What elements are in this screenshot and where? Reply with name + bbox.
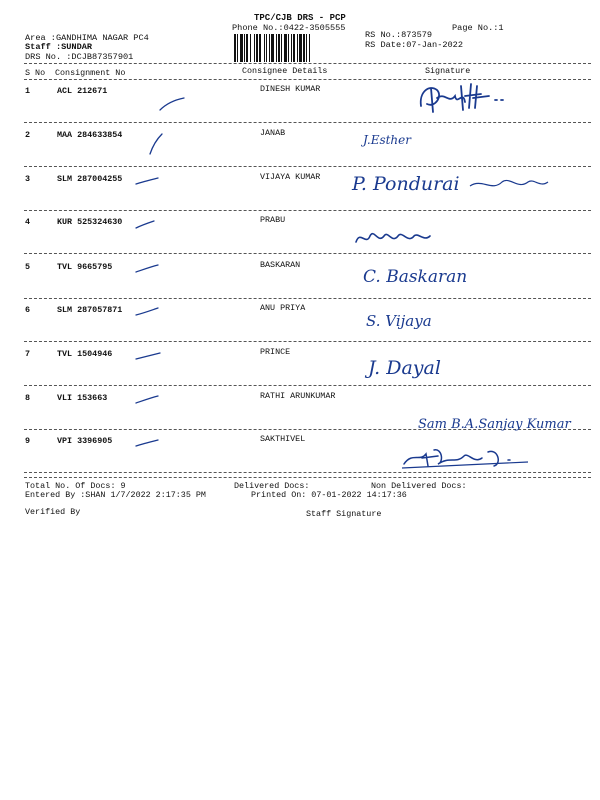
row-consignee-name: ANU PRIYA <box>260 303 306 313</box>
row-check-mark <box>136 438 166 462</box>
row-consignment-no: MAA 284633854 <box>57 130 123 140</box>
row-consignment-no: VPI 3396905 <box>57 436 113 446</box>
column-consignment: Consignment No <box>55 68 126 78</box>
row-consignee-name: RATHI ARUNKUMAR <box>260 391 336 401</box>
area-label: Area :GANDHIMA NAGAR PC4 <box>25 33 149 43</box>
row-sno: 6 <box>25 305 31 315</box>
row-sno: 4 <box>25 217 31 227</box>
rs-date: RS Date:07-Jan-2022 <box>365 40 463 50</box>
row-check-mark <box>160 98 190 122</box>
row-separator <box>24 385 591 386</box>
row-sno: 8 <box>25 393 31 403</box>
row-consignment-no: SLM 287057871 <box>57 305 123 315</box>
row-separator <box>24 298 591 299</box>
staff-signature: Staff Signature <box>306 509 382 519</box>
barcode-image <box>232 34 354 62</box>
delivered-docs: Delivered Docs: <box>234 481 310 491</box>
signature-row-3 <box>352 162 562 202</box>
row-check-mark <box>136 264 166 288</box>
row-consignee-name: JANAB <box>260 128 286 138</box>
row-sno: 2 <box>25 130 31 140</box>
signature-row-5 <box>363 258 523 290</box>
row-consignment-no: VLI 153663 <box>57 393 108 403</box>
row-consignment-no: KUR 525324630 <box>57 217 123 227</box>
row-check-mark <box>136 176 166 200</box>
row-check-mark <box>136 307 166 331</box>
column-consignee: Consignee Details <box>242 66 328 76</box>
row-separator <box>24 122 591 123</box>
row-sno: 7 <box>25 349 31 359</box>
signature-text-3: P. Pondurai <box>352 173 460 195</box>
row-separator <box>24 341 591 342</box>
row-separator <box>24 210 591 211</box>
phone-number: Phone No.:0422-3505555 <box>232 23 346 33</box>
signature-row-2 <box>363 128 423 152</box>
rs-number: RS No.:873579 <box>365 30 433 40</box>
signature-row-1 <box>415 78 515 118</box>
signature-text-8: Sam B.A.Sanjay Kumar <box>418 417 571 432</box>
row-sno: 5 <box>25 262 31 272</box>
header-rule-top <box>24 63 591 64</box>
printed-on: Printed On: 07-01-2022 14:17:36 <box>251 490 407 500</box>
entered-by: Entered By :SHAN 1/7/2022 2:17:35 PM <box>25 490 206 500</box>
signature-text-5: C. Baskaran <box>363 267 468 287</box>
signature-text-7: J. Dayal <box>368 357 441 379</box>
row-separator <box>24 472 591 473</box>
row-check-mark <box>150 134 180 158</box>
row-consignee-name: BASKARAN <box>260 260 301 270</box>
row-sno: 1 <box>25 86 31 96</box>
row-consignee-name: DINESH KUMAR <box>260 84 321 94</box>
signature-row-4 <box>352 224 442 250</box>
row-consignee-name: VIJAYA KUMAR <box>260 172 321 182</box>
column-sno: S No <box>25 68 46 78</box>
row-check-mark <box>136 219 166 243</box>
row-consignment-no: TVL 1504946 <box>57 349 113 359</box>
row-consignee-name: SAKTHIVEL <box>260 434 306 444</box>
row-sno: 9 <box>25 436 31 446</box>
staff-label: Staff :SUNDAR <box>25 42 93 52</box>
row-separator <box>24 253 591 254</box>
page-number: Page No.:1 <box>452 23 504 33</box>
signature-row-7 <box>368 348 498 384</box>
signature-row-6 <box>366 306 476 336</box>
signature-row-9 <box>398 442 548 472</box>
signature-text-6: S. Vijaya <box>366 312 432 330</box>
footer-rule <box>24 477 591 478</box>
row-check-mark <box>136 351 166 375</box>
row-check-mark <box>136 395 166 419</box>
row-sno: 3 <box>25 174 31 184</box>
non-delivered-docs: Non Delivered Docs: <box>371 481 467 491</box>
row-consignee-name: PRINCE <box>260 347 291 357</box>
verified-by: Verified By <box>25 507 81 517</box>
total-docs: Total No. Of Docs: 9 <box>25 481 126 491</box>
signature-row-8 <box>418 410 598 438</box>
document-title: TPC/CJB DRS - PCP <box>254 13 346 23</box>
row-consignee-name: PRABU <box>260 215 286 225</box>
drs-number: DRS No. :DCJB87357901 <box>25 52 134 62</box>
signature-text-2: J.Esther <box>363 133 411 147</box>
row-consignment-no: ACL 212671 <box>57 86 108 96</box>
column-signature: Signature <box>425 66 471 76</box>
row-consignment-no: TVL 9665795 <box>57 262 113 272</box>
row-consignment-no: SLM 287004255 <box>57 174 123 184</box>
